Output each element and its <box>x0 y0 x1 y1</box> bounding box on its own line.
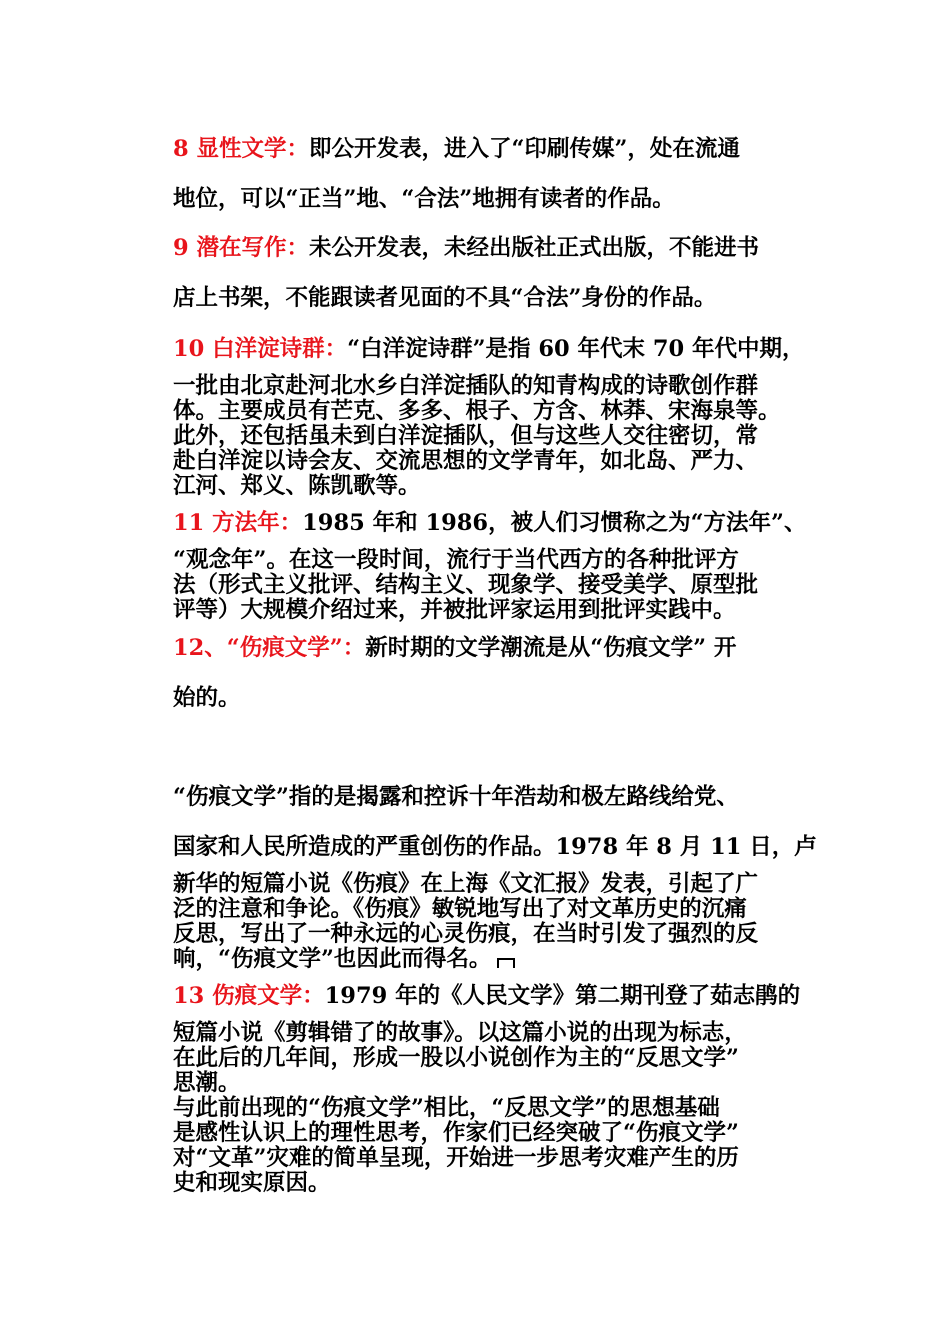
entry-10-text-3: 体。主要成员有芒克、多多、根子、方含、林莽、宋海泉等。 <box>173 398 781 424</box>
entry-10-term: 10 白洋淀诗群： <box>173 336 348 362</box>
entry-11-line-3 <box>173 572 758 598</box>
entry-13-line-2 <box>173 1020 747 1046</box>
para-text-2: 国家和人民所造成的严重创伤的作品。1978 年 8 月 11 日，卢 <box>173 834 817 860</box>
entry-12-term: 12、“伤痕文学”： <box>173 635 366 661</box>
entry-13-text-1: 1979 年的《人民文学》第二期刊登了茹志鹃的 <box>324 983 801 1009</box>
entry-13-term: 13 伤痕文学： <box>173 983 325 1009</box>
entry-13-line-1 <box>173 983 800 1009</box>
entry-8-line-2 <box>173 186 675 212</box>
entry-10-text-6: 江河、郑义、陈凯歌等。 <box>173 473 421 499</box>
entry-10-line-1 <box>173 336 805 362</box>
entry-11-text-1: 1985 年和 1986，被人们习惯称之为“方法年”、 <box>302 510 807 536</box>
para-line-1 <box>173 784 739 810</box>
entry-13-line-3 <box>173 1045 739 1071</box>
entry-8-text-1: 即公开发表，进入了“印刷传媒”，处在流通 <box>309 136 740 162</box>
para-line-3 <box>173 871 758 897</box>
entry-12-text-1: 新时期的文学潮流是从“伤痕文学” 开 <box>365 635 737 661</box>
para-line-5 <box>173 921 758 947</box>
entry-10-text-2: 一批由北京赴河北水乡白洋淀插队的知青构成的诗歌创作群 <box>173 373 759 399</box>
entry-11-line-2 <box>173 547 739 573</box>
entry-11-text-4: 评等）大规模介绍过来，并被批评家运用到批评实践中。 <box>173 597 736 623</box>
footnote-mark-icon <box>497 958 515 968</box>
entry-13-text-8: 史和现实原因。 <box>173 1170 331 1196</box>
entry-10-line-4 <box>173 423 758 449</box>
entry-9-text-1: 未公开发表，未经出版社正式出版，不能进书 <box>309 235 760 261</box>
entry-10-line-5 <box>173 448 758 474</box>
entry-9-text-2: 店上书架，不能跟读者见面的不具“合法”身份的作品。 <box>173 285 717 311</box>
entry-12-text-2: 始的。 <box>173 685 241 711</box>
para-text-3: 新华的短篇小说《伤痕》在上海《文汇报》发表，引起了广 <box>173 871 759 897</box>
entry-10-text-5: 赴白洋淀以诗会友、交流思想的文学青年，如北岛、严力、 <box>173 448 759 474</box>
entry-13-line-7 <box>173 1145 739 1171</box>
para-line-6 <box>173 946 515 972</box>
entry-10-line-6 <box>173 473 421 499</box>
entry-10-line-3 <box>173 398 781 424</box>
entry-10-text-4: 此外，还包括虽未到白洋淀插队，但与这些人交往密切，常 <box>173 423 759 449</box>
entry-12-line-2 <box>173 685 241 711</box>
para-line-2 <box>173 834 817 860</box>
entry-13-line-5 <box>173 1095 720 1121</box>
entry-12-line-1 <box>173 635 736 661</box>
entry-13-line-6 <box>173 1120 739 1146</box>
para-line-4 <box>173 896 747 922</box>
entry-11-text-3: 法（形式主义批评、结构主义、现象学、接受美学、原型批 <box>173 572 759 598</box>
entry-10-line-2 <box>173 373 758 399</box>
entry-9-line-2 <box>173 285 716 311</box>
entry-13-text-5: 与此前出现的“伤痕文学”相比，“反思文学”的思想基础 <box>173 1095 720 1121</box>
entry-13-text-2: 短篇小说《剪辑错了的故事》。以这篇小说的出现为标志， <box>173 1020 747 1046</box>
para-text-5: 反思，写出了一种永远的心灵伤痕，在当时引发了强烈的反 <box>173 921 759 947</box>
entry-8-term: 8 显性文学： <box>173 136 309 162</box>
entry-13-text-6: 是感性认识上的理性思考，作家们已经突破了“伤痕文学” <box>173 1120 739 1146</box>
entry-8-line-1 <box>173 136 740 162</box>
entry-11-term: 11 方法年： <box>173 510 303 536</box>
entry-9-term: 9 潜在写作： <box>173 235 309 261</box>
entry-10-text-1: “白洋淀诗群”是指 60 年代末 70 年代中期， <box>347 336 805 362</box>
para-text-6: 响，“伤痕文学”也因此而得名。 <box>173 946 492 972</box>
entry-13-text-3: 在此后的几年间，形成一股以小说创作为主的“反思文学” <box>173 1045 739 1071</box>
entry-11-line-4 <box>173 597 736 623</box>
entry-13-text-4: 思潮。 <box>173 1070 241 1096</box>
para-text-1: “伤痕文学”指的是揭露和控诉十年浩劫和极左路线给党、 <box>173 784 739 810</box>
entry-9-line-1 <box>173 235 759 261</box>
entry-13-text-7: 对“文革”灾难的简单呈现，开始进一步思考灾难产生的历 <box>173 1145 739 1171</box>
entry-11-text-2: “观念年”。在这一段时间，流行于当代西方的各种批评方 <box>173 547 739 573</box>
entry-13-line-4 <box>173 1070 241 1096</box>
entry-13-line-8 <box>173 1170 331 1196</box>
para-text-4: 泛的注意和争论。《伤痕》敏锐地写出了对文革历史的沉痛 <box>173 896 747 922</box>
entry-8-text-2: 地位，可以“正当”地、“合法”地拥有读者的作品。 <box>173 186 675 212</box>
entry-11-line-1 <box>173 510 806 536</box>
